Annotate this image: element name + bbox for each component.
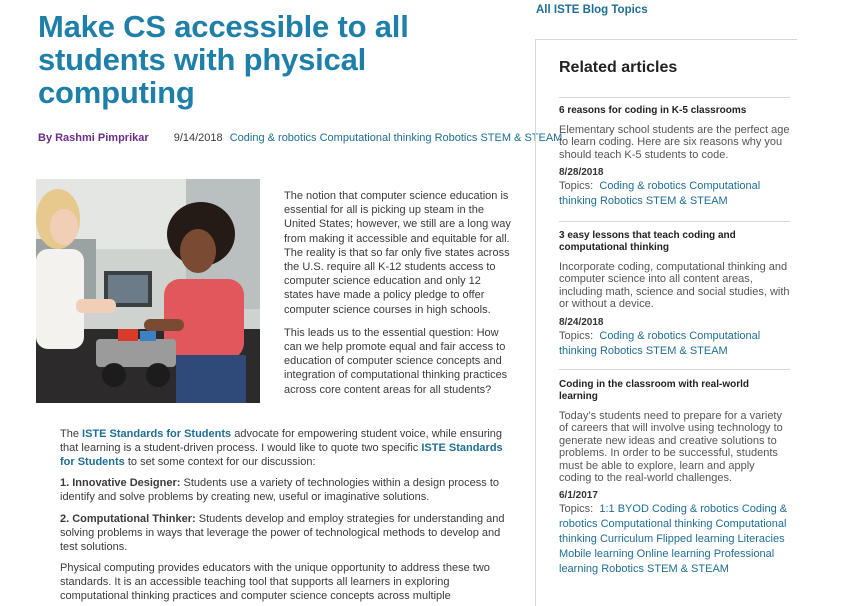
related-article-3 xyxy=(559,379,790,577)
article-header xyxy=(38,10,518,109)
related-article-topics xyxy=(559,329,790,359)
divider xyxy=(559,369,790,370)
standard-computational-thinker xyxy=(60,513,516,554)
article-author[interactable]: By Rashmi Pimprikar xyxy=(38,132,149,144)
related-article-date: 8/24/2018 xyxy=(559,316,604,328)
text: to set some context for our discussion: xyxy=(124,455,316,468)
article-body xyxy=(60,428,516,606)
standard-label: 2. Computational Thinker: xyxy=(60,512,196,525)
related-article-desc: Incorporate coding, computational thinking and computer science into all content areas, including math, science and social studies, with or without a device. xyxy=(559,261,790,311)
related-article-desc: Today’s students need to prepare for a variety of careers that will involve using technology to generate new ideas and creative solutions to problems. In order to be successful, students must be able to explore, learn and apply coding to the real-world challenges. xyxy=(559,410,783,485)
related-article-title[interactable]: 6 reasons for coding in K-5 classrooms xyxy=(559,105,747,116)
related-article-topics xyxy=(559,502,790,577)
tag-robotics[interactable]: Robotics xyxy=(434,132,478,144)
related-articles-sidebar xyxy=(535,39,797,606)
related-article-title[interactable]: 3 easy lessons that teach coding and computational thinking xyxy=(559,230,736,253)
intro-paragraph-2: This leads us to the essential question: How can we help promote equal and fair access to education of computer science concepts and integration of computational thinking practices across core content areas for all students? xyxy=(284,326,508,396)
topics-label: Topics: xyxy=(559,180,594,193)
body-paragraph-standards xyxy=(60,428,516,469)
related-articles-title: Related articles xyxy=(559,59,678,76)
tag-stem-steam[interactable]: STEM & STEAM xyxy=(480,132,563,144)
related-article-desc: Elementary school students are the perfect age to learn coding. Here are six reasons why you should teach K-5 students to code. xyxy=(559,124,790,161)
related-article-date: 8/28/2018 xyxy=(559,167,604,179)
related-article-topic-links[interactable]: Coding & robotics Computational thinking Robotics STEM & STEAM xyxy=(559,180,761,208)
related-article-topics xyxy=(559,179,790,209)
divider xyxy=(559,221,790,222)
related-article-2 xyxy=(559,230,790,359)
topics-label: Topics: xyxy=(559,503,594,516)
related-article-topic-links[interactable]: Coding & robotics Computational thinking Robotics STEM & STEAM xyxy=(559,329,761,357)
article-intro xyxy=(284,189,512,406)
article-title: Make CS accessible to all students with physical computing xyxy=(38,9,409,110)
tag-computational-thinking[interactable]: Computational thinking xyxy=(319,132,432,144)
related-article-date: 6/1/2017 xyxy=(559,490,598,502)
iste-standards-link-2[interactable]: ISTE Standards for Students xyxy=(60,441,503,468)
standard-innovative-designer xyxy=(60,477,516,505)
divider xyxy=(559,97,790,98)
intro-paragraph-1: The notion that computer science education is essential for all is picking up steam in the United States; however, we still are a long way from making it accessible and equitable for all. The reality is that so far only five states across the U.S. require all K-12 students access to computer science education and only 12 states have made a policy pledge to offer computer science courses in high schools. xyxy=(284,190,511,316)
text: The xyxy=(60,428,83,440)
standard-text: Students use a variety of technologies within a design process to identify and solve problems by creating new, useful or imaginative solutions. xyxy=(60,477,500,504)
article-photo xyxy=(36,179,260,403)
iste-standards-link-1[interactable]: ISTE Standards for Students xyxy=(82,428,232,440)
topics-label: Topics: xyxy=(559,329,594,342)
body-paragraph-physical-computing: Physical computing provides educators with the unique opportunity to address these two standards. It is an accessible teaching tool that supports all learners in exploring computational thinking practices and computer science concepts across multiple xyxy=(60,562,490,602)
related-article-title[interactable]: Coding in the classroom with real-world learning xyxy=(559,379,750,402)
all-blog-topics-link[interactable]: All ISTE Blog Topics xyxy=(536,4,648,16)
text: advocate for empowering student voice, while ensuring that learning is a student-driven process. I would like to quote two specific xyxy=(60,428,503,454)
tag-coding-robotics[interactable]: Coding & robotics xyxy=(229,132,317,144)
standard-text: Students develop and employ strategies for understanding and solving problems in ways that leverage the power of technological methods to develop and test solutions. xyxy=(60,512,505,553)
article-date: 9/14/2018 xyxy=(173,132,223,144)
article-meta xyxy=(38,132,562,144)
standard-label: 1. Innovative Designer: xyxy=(60,477,181,490)
related-article-topic-links[interactable]: 1:1 BYOD Coding & robotics Coding & robotics Computational thinking Computational thinking Curriculum Flipped learning Literacies Mobile learning Online learning Professional learning Robotics STEM & STEAM xyxy=(559,503,788,576)
related-article-1 xyxy=(559,105,790,209)
